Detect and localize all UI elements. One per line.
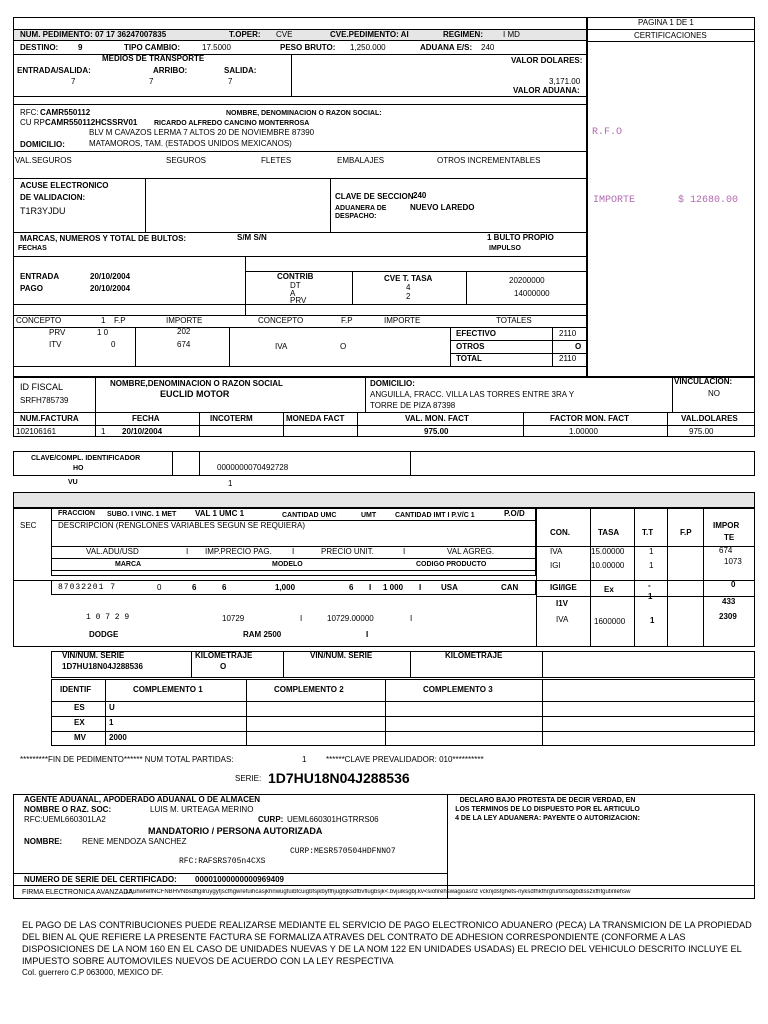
factura-header-val-dolares: VAL.DOLARES [681,414,738,423]
domicilio-label: DOMICILIO: [20,140,65,149]
val-adu-label: VAL.ADU/USD [86,547,139,556]
pago-fecha: 20/10/2004 [90,284,131,293]
proveedor-domicilio-label: DOMICILIO: [370,379,415,388]
factura-n: 1 [101,427,106,436]
factura-header-incoterm: INCOTERM [210,414,253,423]
num-pedimento: NUM. PEDIMENTO: 07 17 36247007835 [20,30,167,39]
despacho-label: DESPACHO: [335,213,377,220]
valor-sep: I [300,614,303,623]
iva-con-2: IVA [556,615,569,624]
regimen-label: REGIMEN: [443,30,483,39]
fp-header: F.P [114,316,126,325]
factura-header-val-mon: VAL. MON. FACT [405,414,469,423]
entrada-label: ENTRADA [20,272,60,281]
val-agreg-label: VAL AGREG. [447,547,495,556]
modelo-value: RAM 2500 [243,630,282,639]
protesta-text: DECLARO BAJO PROTESTA DE DECIR VERDAD, EN LOS TERMINOS DE LO DISPUESTO POR EL ARTICULO 4 DE LA LEY ADUANERA: PAYENTE O AUTORIZACION: [455,797,640,822]
rfc-value: CAMR550112 [40,108,91,117]
total-label: TOTAL [456,354,482,363]
agente-titulo: AGENTE ADUANAL, APODERADO ADUANAL O DE ALMACEN [24,795,260,804]
salida-label: SALIDA: [224,66,257,75]
mandatario-curp: CURP:MESR570504HDFNNO7 [290,847,396,856]
id-fiscal-label: ID FISCAL [20,382,64,392]
marcas-label: MARCAS, NUMEROS Y TOTAL DE BULTOS: [20,234,187,243]
cve-2: 2 [406,292,411,301]
factura-header-moneda: MONEDA FACT [286,414,345,423]
total-value: 2110 [559,354,577,363]
contrib-label: CONTRIB [277,272,314,281]
vin-label: VIN/NUM. SERIE [62,651,125,660]
pago-label: PAGO [20,284,43,293]
fraccion-label: FRACCION [58,510,95,517]
efectivo-label: EFECTIVO [456,329,497,338]
marca-label: MARCA [115,561,142,568]
vin-label-2: VIN/NUM. SERIE [310,651,373,660]
complemento-row-mv-val: 2000 [109,733,127,742]
efectivo-value: 2110 [559,329,577,338]
seguros: SEGUROS [166,156,207,165]
i1v-label: I1V [556,599,569,608]
domicilio-value: MATAMOROS, TAM. (ESTADOS UNIDOS MEXICANOS) [89,139,292,148]
fletes: FLETES [261,156,292,165]
identificador-vu-value: 1 [228,479,233,488]
arribo-label: ARRIBO: [153,66,188,75]
valor-1: 1 0 7 2 9 [86,613,130,622]
vinculacion-label: VINCULACION: [674,377,733,386]
clave-seccion-value: 240 [413,191,427,200]
sec-label: SEC [20,521,37,530]
factura-val-mon: 975.00 [424,427,449,436]
km-value: O [220,662,227,671]
num-partidas: 1 [302,755,307,764]
rfc-label: RFC: [20,108,39,117]
cve-tasa-label: CVE T. TASA [384,274,433,283]
con-header: CON. [550,528,570,537]
factura-header-factor: FACTOR MON. FACT [550,414,629,423]
tt-one-2: 1 [650,616,655,625]
proveedor-domicilio-2: TORRE DE PIZA 87398 [370,401,456,410]
iva-tasa: 15.00000 [591,547,625,556]
firma-value: .LKuhwfelfNCFNBHVNbsdflgilruygyfjscfhgwrefuihcasjkhnwugfuibfcuigbfsjkbyffhjugbjksdfbvflugbsjk<.bvjuiksgbj.kv<siofirehswagioasnz vcknjdsfghets-nyksdfhkfhrgfurtirIsdgbdlsszxfhfgutirilehsw [124,889,631,895]
partidas-header-bar [13,492,755,508]
km-label: KILOMETRAJE [195,651,253,660]
tt-dash: - [648,581,651,590]
factura-num: 102106161 [16,427,57,436]
precio-unit-label: PRECIO UNIT. [321,547,374,556]
id-fiscal-value: SRFH785739 [20,396,69,405]
fechas-label: FECHAS [18,245,47,252]
agente-curp: UEML660301HGTRRS06 [287,815,379,824]
entrada-fecha: 20/10/2004 [90,272,131,281]
tasa-header: TASA [598,528,620,537]
clave-prevalidador: ******CLAVE PREVALIDADOR: 010********** [326,755,484,764]
factura-val-dolares: 975.00 [689,427,714,436]
impor-zero: 0 [731,580,736,589]
subo-label: SUBO. I VINC. 1 MET [107,511,177,518]
tasa-2: 14000000 [514,289,550,298]
complemento-row-mv-id: MV [74,733,86,742]
firma-label: FIRMA ELECTRONICA AVANZADA: [22,889,135,896]
identif-header: IDENTIF [60,685,92,694]
item-6b: 6 [222,583,227,592]
contrib-a: A [290,289,296,298]
item-sep-2: I [419,583,422,592]
item-can: CAN [501,583,519,592]
t-oper-value: CVE [276,30,293,39]
te-header: TE [724,533,735,542]
agente-nombre-label: NOMBRE O RAZ. SOC: [24,805,112,814]
cert-value: 00001000000000969409 [195,875,284,884]
peso-bruto-value: 1,250.000 [350,43,386,52]
importador-nombre: RICARDO ALFREDO CANCINO MONTERROSA [154,120,310,127]
agente-curp-label: CURP: [258,815,284,824]
fp-itv: 0 [111,340,116,349]
mandatario-nombre-label: NOMBRE: [24,837,63,846]
importe-header-2: IMPORTE [384,316,421,325]
concepto-iva: IVA [275,342,288,351]
concepto-prv: PRV [49,328,66,337]
factura-factor: 1.00000 [569,427,598,436]
fin-pedimento: *********FIN DE PEDIMENTO****** NUM TOTAL PARTIDAS: [20,755,234,764]
identificador-ho: HO [73,465,84,472]
sep-3: I [403,547,406,556]
destino-value: 9 [78,43,83,52]
aduanera-label: ADUANERA DE [335,205,387,212]
codigo-producto-label: CODIGO PRODUCTO [416,561,487,568]
complemento-1-header: COMPLEMENTO 1 [133,685,203,694]
igi-tt: 1 [649,561,654,570]
complemento-row-es-id: ES [74,703,85,712]
impor-2309: 2309 [719,612,737,621]
iva-importe: 674 [719,546,733,555]
entrada-salida-label: ENTRADA/SALIDA: [17,66,91,75]
entrada-value: 7 [71,77,76,86]
cve-1: 4 [406,283,411,292]
impulso-label: IMPULSO [489,245,521,252]
destino-label: DESTINO: [20,43,59,52]
otros-value: O [575,342,582,351]
tt-one: 1 [648,592,653,601]
certificaciones-label: CERTIFICACIONES [634,31,707,40]
factura-header-fecha: FECHA [132,414,160,423]
curp-label: CU RP [20,118,45,127]
sep-1: I [186,547,189,556]
importe-value: $ 12680.00 [678,195,739,206]
otros-label: OTROS [456,342,485,351]
importe-itv: 674 [177,340,191,349]
valor-3: 10729.00000 [327,614,374,623]
tipo-cambio-label: TIPO CAMBIO: [124,43,180,52]
valor-2: 10729 [222,614,245,623]
fp-prv: 1 0 [97,328,109,337]
footer-direccion: Col. guerrero C.P 063000, MEXICO DF. [22,968,164,977]
importe-label: IMPORTE [593,195,636,206]
marcas-value: S/M S/N [237,233,267,242]
pod-label: P.O/D [504,509,525,518]
sep-2: I [292,547,295,556]
salida-value: 7 [228,77,233,86]
arribo-value: 7 [149,77,154,86]
iva-tt: 1 [649,547,654,556]
cert-label: NUMERO DE SERIE DEL CERTIFICADO: [24,875,177,884]
agente-nombre: LUIS M. URTEAGA MERINO [150,805,254,814]
umt-label: UMT [361,512,377,519]
complemento-row-ex-id: EX [74,718,85,727]
iva-con: IVA [550,547,563,556]
footer-text: EL PAGO DE LAS CONTRIBUCIONES PUEDE REALIZARSE MEDIANTE EL SERVICIO DE PAGO ELECTRONICO ADUANERO (PECA) LA TRANSMICION DE LA PROPIEDAD DEL BIEN AL QUE REFIERE LA PRESENTE FACTURA SE FORMALIZA ATRAVES DEL CONTRATO DE ADHESION CORRESPONDIENTE (CONFORME A LAS DISPOSICIONES DE LA NOM 160 EN EL CASO DE UNIDADES NUEVAS Y DE LA NOM 122 EN UNIDADES USADAS) EL PRECIO DEL VEHICULO DESCRITO INCLUYE EL IMPUESTO SOBRE AUTOMOVILES NUEVOS DE ACUERDO CON LA LEY RESPECTIVA [22,920,752,966]
impor-433: 433 [722,597,736,606]
tasa-1: 20200000 [509,276,545,285]
fp-header-num: 1 [101,316,106,325]
fp-header-2: F.P [341,316,353,325]
tt-header: T.T [642,528,654,537]
mandatario-nombre: RENE MENDOZA SANCHEZ [82,837,187,846]
factura-fecha: 20/10/2004 [122,427,163,436]
aduana-label: ADUANA E/S: [420,43,473,52]
t-oper-label: T.OPER: [229,30,261,39]
mandatario-label: MANDATORIO / PERSONA AUTORIZADA [148,826,323,836]
mandatario-rfc: RFC:RAFSRS705n4CXS [179,857,266,866]
marca-value: DODGE [89,630,119,639]
item-fraccion: 87032201 7 [58,583,117,592]
igi-tasa: 10.00000 [591,561,625,570]
impor-header: IMPOR [713,521,740,530]
complemento-row-ex-val: 1 [109,718,114,727]
item-6c: 6 [349,583,354,592]
igi-ige-label: IGI/IGE [550,583,577,592]
complemento-2-header: COMPLEMENTO 2 [274,685,344,694]
valor-sep-2: I [410,614,413,623]
acuse-value: T1R3YJDU [20,206,66,216]
proveedor-nombre-label: NOMBRE,DENOMINACION O RAZON SOCIAL [110,379,283,388]
val-seguros: VAL.SEGUROS [15,156,72,165]
cve-pedimento: CVE.PEDIMENTO: AI [330,30,409,39]
contrib-prv: PRV [290,296,307,305]
item-1000: 1 000 [383,583,404,592]
fp-header-partida: F.P [680,528,692,537]
aduana-value: 240 [481,43,495,52]
concepto-itv: ITV [49,340,62,349]
peso-bruto-label: PESO BRUTO: [280,43,336,52]
identificador-vu: VU [68,479,78,486]
vinculacion-value: NO [708,389,720,398]
page-indicator: PAGINA 1 DE 1 [638,18,694,27]
fp-iva: O [340,342,347,351]
importe-header: IMPORTE [166,316,203,325]
modelo-sep: I [366,630,369,639]
importe-prv: 202 [177,327,191,336]
item-usa: USA [441,583,458,592]
ex-label: Ex [604,585,614,594]
identificador-label: CLAVE/COMPL. IDENTIFICADOR [31,455,141,462]
igi-con: IGI [550,561,561,570]
item-0: 0 [157,583,162,592]
cantidad-umc-label: CANTIDAD UMC [282,512,337,519]
igi-importe: 1073 [724,557,742,566]
totales-header: TOTALES [496,316,532,325]
imp-precio-label: IMP.PRECIO PAG. [205,547,272,556]
rfo-label: R.F.O [592,127,623,138]
vin-value: 1D7HU18N04J288536 [62,662,143,671]
concepto-header: CONCEPTO [16,316,62,325]
serie-value: 1D7HU18N04J288536 [268,770,410,786]
contrib-dt: DT [290,281,301,290]
proveedor-nombre: EUCLID MOTOR [160,389,230,399]
valor-dolares-label: VALOR DOLARES: [511,56,583,65]
modelo-label: MODELO [272,561,303,568]
agente-rfc: RFC:UEML660301LA2 [24,815,106,824]
complemento-row-es-val: U [109,703,115,712]
vin-frame [51,651,755,678]
importador-direccion: BLV M CAVAZOS LERMA 7 ALTOS 20 DE NOVIEMBRE 87390 [89,128,315,137]
bultos-value: 1 BULTO PROPIO [487,233,554,242]
acuse-label-1: ACUSE ELECTRONICO [20,181,109,190]
despacho-value: NUEVO LAREDO [410,203,475,212]
valor-dolares-value: 3,171.00 [549,77,581,86]
acuse-label-2: DE VALIDACION: [20,193,86,202]
proveedor-domicilio-1: ANGUILLA, FRACC. VILLA LAS TORRES ENTRE 3RA Y [370,390,575,399]
cantidad-umt-label: CANTIDAD IMT I P.V/C 1 [395,512,475,519]
rate-2: 1600000 [594,617,626,626]
valor-aduana-label: VALOR ADUANA: [513,86,580,95]
otros-incrementables: OTROS INCREMENTABLES [437,156,541,165]
km-label-2: KILOMETRAJE [445,651,503,660]
factura-header-num: NUM.FACTURA [20,414,79,423]
embalajes: EMBALAJES [337,156,385,165]
complemento-3-header: COMPLEMENTO 3 [423,685,493,694]
serie-label: SERIE: [235,774,262,783]
concepto-header-2: CONCEPTO [258,316,304,325]
item-6a: 6 [192,583,197,592]
regimen-value: I MD [503,30,520,39]
razon-social-label: NOMBRE, DENOMINACION O RAZON SOCIAL: [226,110,382,117]
tipo-cambio-value: 17.5000 [202,43,231,52]
item-sep: I [369,583,372,592]
val-umc-label: VAL 1 UMC 1 [195,509,245,518]
medios-transporte: MEDIOS DE TRANSPORTE [102,54,205,63]
clave-seccion-label: CLAVE DE SECCION [335,192,414,201]
curp-value: CAMR550112HCSSRV01 [45,118,138,127]
identificador-ho-value: 0000000070492728 [217,463,289,472]
descripcion-label: DESCRIPCION (RENGLONES VARIABLES SEGUN SE REQUIERA) [58,521,306,530]
item-cantidad: 1,000 [275,583,296,592]
